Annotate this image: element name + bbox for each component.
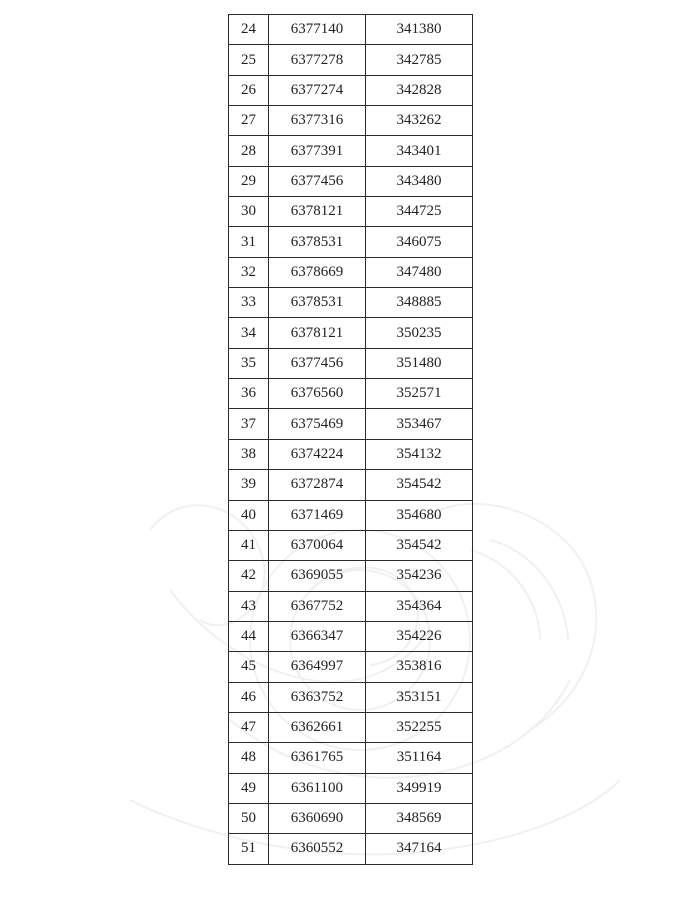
point-number-cell: 35 xyxy=(229,348,269,378)
table-row xyxy=(229,500,473,530)
point-number-cell: 31 xyxy=(229,227,269,257)
y-coordinate-cell: 343262 xyxy=(366,106,473,136)
y-coordinate-cell: 354680 xyxy=(366,500,473,530)
x-coordinate-cell: 6377140 xyxy=(269,15,366,45)
point-number-cell: 36 xyxy=(229,379,269,409)
point-number-cell: 45 xyxy=(229,652,269,682)
table-row xyxy=(229,288,473,318)
point-number-cell: 34 xyxy=(229,318,269,348)
table-row xyxy=(229,712,473,742)
x-coordinate-cell: 6378531 xyxy=(269,288,366,318)
x-coordinate-cell: 6377456 xyxy=(269,166,366,196)
x-coordinate-cell: 6360552 xyxy=(269,834,366,864)
x-coordinate-cell: 6370064 xyxy=(269,530,366,560)
table-row xyxy=(229,45,473,75)
point-number-cell: 29 xyxy=(229,166,269,196)
point-number-cell: 48 xyxy=(229,743,269,773)
table-row xyxy=(229,470,473,500)
y-coordinate-cell: 354364 xyxy=(366,591,473,621)
x-coordinate-cell: 6372874 xyxy=(269,470,366,500)
y-coordinate-cell: 344725 xyxy=(366,197,473,227)
point-number-cell: 37 xyxy=(229,409,269,439)
table-row xyxy=(229,166,473,196)
table-row xyxy=(229,227,473,257)
x-coordinate-cell: 6362661 xyxy=(269,712,366,742)
y-coordinate-cell: 352571 xyxy=(366,379,473,409)
x-coordinate-cell: 6377278 xyxy=(269,45,366,75)
x-coordinate-cell: 6363752 xyxy=(269,682,366,712)
x-coordinate-cell: 6378121 xyxy=(269,197,366,227)
point-number-cell: 32 xyxy=(229,257,269,287)
point-number-cell: 51 xyxy=(229,834,269,864)
y-coordinate-cell: 354236 xyxy=(366,561,473,591)
table-row xyxy=(229,773,473,803)
table-row xyxy=(229,257,473,287)
point-number-cell: 26 xyxy=(229,75,269,105)
point-number-cell: 49 xyxy=(229,773,269,803)
x-coordinate-cell: 6369055 xyxy=(269,561,366,591)
table-row xyxy=(229,621,473,651)
table-row xyxy=(229,379,473,409)
x-coordinate-cell: 6378531 xyxy=(269,227,366,257)
y-coordinate-cell: 341380 xyxy=(366,15,473,45)
table-row xyxy=(229,439,473,469)
y-coordinate-cell: 351164 xyxy=(366,743,473,773)
y-coordinate-cell: 353816 xyxy=(366,652,473,682)
y-coordinate-cell: 352255 xyxy=(366,712,473,742)
point-number-cell: 30 xyxy=(229,197,269,227)
point-number-cell: 33 xyxy=(229,288,269,318)
y-coordinate-cell: 351480 xyxy=(366,348,473,378)
table-row xyxy=(229,75,473,105)
y-coordinate-cell: 354542 xyxy=(366,470,473,500)
y-coordinate-cell: 342785 xyxy=(366,45,473,75)
y-coordinate-cell: 353467 xyxy=(366,409,473,439)
y-coordinate-cell: 354542 xyxy=(366,530,473,560)
y-coordinate-cell: 348885 xyxy=(366,288,473,318)
table-row xyxy=(229,803,473,833)
point-number-cell: 47 xyxy=(229,712,269,742)
point-number-cell: 43 xyxy=(229,591,269,621)
table-row xyxy=(229,652,473,682)
table-row xyxy=(229,743,473,773)
table-row xyxy=(229,106,473,136)
table-row xyxy=(229,15,473,45)
x-coordinate-cell: 6364997 xyxy=(269,652,366,682)
x-coordinate-cell: 6371469 xyxy=(269,500,366,530)
x-coordinate-cell: 6374224 xyxy=(269,439,366,469)
y-coordinate-cell: 348569 xyxy=(366,803,473,833)
coordinates-table-body xyxy=(229,15,473,865)
point-number-cell: 40 xyxy=(229,500,269,530)
table-row xyxy=(229,834,473,864)
table-row xyxy=(229,197,473,227)
point-number-cell: 27 xyxy=(229,106,269,136)
x-coordinate-cell: 6361100 xyxy=(269,773,366,803)
x-coordinate-cell: 6377456 xyxy=(269,348,366,378)
point-number-cell: 28 xyxy=(229,136,269,166)
x-coordinate-cell: 6360690 xyxy=(269,803,366,833)
table-row xyxy=(229,348,473,378)
y-coordinate-cell: 347480 xyxy=(366,257,473,287)
x-coordinate-cell: 6366347 xyxy=(269,621,366,651)
point-number-cell: 24 xyxy=(229,15,269,45)
x-coordinate-cell: 6376560 xyxy=(269,379,366,409)
x-coordinate-cell: 6361765 xyxy=(269,743,366,773)
point-number-cell: 25 xyxy=(229,45,269,75)
x-coordinate-cell: 6377316 xyxy=(269,106,366,136)
y-coordinate-cell: 354226 xyxy=(366,621,473,651)
x-coordinate-cell: 6378669 xyxy=(269,257,366,287)
x-coordinate-cell: 6367752 xyxy=(269,591,366,621)
point-number-cell: 39 xyxy=(229,470,269,500)
table-row xyxy=(229,409,473,439)
table-row xyxy=(229,530,473,560)
y-coordinate-cell: 343401 xyxy=(366,136,473,166)
x-coordinate-cell: 6378121 xyxy=(269,318,366,348)
table-row xyxy=(229,136,473,166)
x-coordinate-cell: 6377391 xyxy=(269,136,366,166)
table-row xyxy=(229,318,473,348)
point-number-cell: 42 xyxy=(229,561,269,591)
y-coordinate-cell: 346075 xyxy=(366,227,473,257)
y-coordinate-cell: 349919 xyxy=(366,773,473,803)
x-coordinate-cell: 6375469 xyxy=(269,409,366,439)
x-coordinate-cell: 6377274 xyxy=(269,75,366,105)
coordinates-table xyxy=(228,14,473,865)
y-coordinate-cell: 347164 xyxy=(366,834,473,864)
point-number-cell: 46 xyxy=(229,682,269,712)
y-coordinate-cell: 350235 xyxy=(366,318,473,348)
table-row xyxy=(229,561,473,591)
point-number-cell: 50 xyxy=(229,803,269,833)
y-coordinate-cell: 342828 xyxy=(366,75,473,105)
y-coordinate-cell: 353151 xyxy=(366,682,473,712)
point-number-cell: 41 xyxy=(229,530,269,560)
y-coordinate-cell: 343480 xyxy=(366,166,473,196)
table-row xyxy=(229,682,473,712)
point-number-cell: 38 xyxy=(229,439,269,469)
point-number-cell: 44 xyxy=(229,621,269,651)
table-row xyxy=(229,591,473,621)
y-coordinate-cell: 354132 xyxy=(366,439,473,469)
